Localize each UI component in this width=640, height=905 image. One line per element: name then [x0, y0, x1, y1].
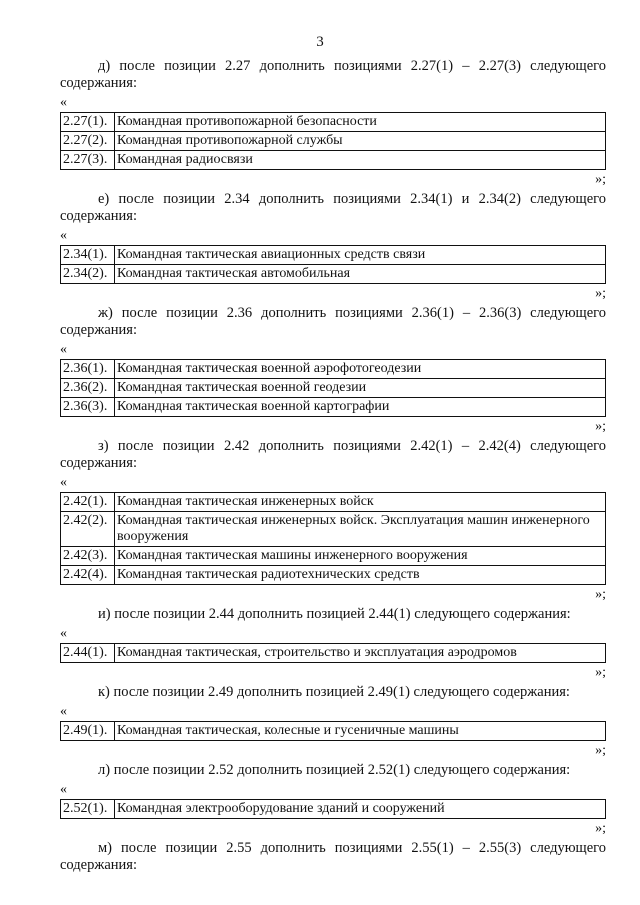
- closing-quote: »;: [595, 665, 606, 680]
- position-name: Командная тактическая машины инженерного вооружения: [115, 547, 606, 566]
- closing-quote: »;: [595, 172, 606, 187]
- opening-quote: «: [60, 95, 67, 110]
- table-row: [61, 265, 606, 284]
- instruction-paragraph: з) после позиции 2.42 дополнить позициями 2.42(1) – 2.42(4) следующего содержания:: [60, 438, 606, 471]
- page-number: 3: [316, 34, 324, 50]
- closing-quote: »;: [595, 587, 606, 602]
- table-row: [61, 132, 606, 151]
- table-row: [61, 566, 606, 585]
- opening-quote: «: [60, 704, 67, 719]
- position-name: Командная противопожарной службы: [115, 132, 606, 151]
- positions-table: [60, 112, 606, 170]
- table-row: [61, 246, 606, 265]
- position-code: 2.36(2).: [61, 379, 115, 398]
- instruction-paragraph: м) после позиции 2.55 дополнить позициями 2.55(1) – 2.55(3) следующего содержания:: [60, 840, 606, 873]
- table-row: [61, 493, 606, 512]
- section-zh: [60, 305, 606, 435]
- section-z: [60, 438, 606, 603]
- position-code: 2.52(1).: [61, 800, 115, 819]
- position-name: Командная тактическая, колесные и гусеничные машины: [115, 722, 606, 741]
- position-name: Командная тактическая военной геодезии: [115, 379, 606, 398]
- closing-quote: »;: [595, 419, 606, 434]
- position-name: Командная тактическая радиотехнических средств: [115, 566, 606, 585]
- position-code: 2.42(3).: [61, 547, 115, 566]
- section-e: [60, 191, 606, 302]
- section-d: [60, 58, 606, 188]
- position-code: 2.27(3).: [61, 151, 115, 170]
- position-name: Командная тактическая военной аэрофотогеодезии: [115, 360, 606, 379]
- table-row: [61, 398, 606, 417]
- positions-table: [60, 643, 606, 663]
- position-code: 2.49(1).: [61, 722, 115, 741]
- table-row: [61, 547, 606, 566]
- position-code: 2.44(1).: [61, 644, 115, 663]
- opening-quote: «: [60, 626, 67, 641]
- position-code: 2.34(2).: [61, 265, 115, 284]
- instruction-paragraph: к) после позиции 2.49 дополнить позицией 2.49(1) следующего содержания:: [98, 684, 570, 700]
- instruction-paragraph: ж) после позиции 2.36 дополнить позициями 2.36(1) – 2.36(3) следующего содержания:: [60, 305, 606, 338]
- instruction-paragraph: д) после позиции 2.27 дополнить позициями 2.27(1) – 2.27(3) следующего содержания:: [60, 58, 606, 91]
- opening-quote: «: [60, 342, 67, 357]
- table-row: [61, 800, 606, 819]
- position-code: 2.27(1).: [61, 113, 115, 132]
- closing-quote: »;: [595, 743, 606, 758]
- position-code: 2.27(2).: [61, 132, 115, 151]
- table-row: [61, 644, 606, 663]
- position-name: Командная электрооборудование зданий и сооружений: [115, 800, 606, 819]
- position-code: 2.42(1).: [61, 493, 115, 512]
- instruction-paragraph: и) после позиции 2.44 дополнить позицией 2.44(1) следующего содержания:: [98, 606, 571, 622]
- position-name: Командная радиосвязи: [115, 151, 606, 170]
- position-name: Командная тактическая автомобильная: [115, 265, 606, 284]
- section-l: [60, 762, 606, 837]
- position-code: 2.36(1).: [61, 360, 115, 379]
- table-row: [61, 113, 606, 132]
- section-k: [60, 684, 606, 759]
- positions-table: [60, 245, 606, 284]
- position-name: Командная противопожарной безопасности: [115, 113, 606, 132]
- opening-quote: «: [60, 782, 67, 797]
- position-name: Командная тактическая инженерных войск: [115, 493, 606, 512]
- positions-table: [60, 492, 606, 585]
- section-i: [60, 606, 606, 681]
- closing-quote: »;: [595, 821, 606, 836]
- positions-table: [60, 359, 606, 417]
- opening-quote: «: [60, 475, 67, 490]
- positions-table: [60, 799, 606, 819]
- table-row: [61, 151, 606, 170]
- position-code: 2.42(4).: [61, 566, 115, 585]
- instruction-paragraph: л) после позиции 2.52 дополнить позицией 2.52(1) следующего содержания:: [98, 762, 571, 778]
- position-code: 2.34(1).: [61, 246, 115, 265]
- positions-table: [60, 721, 606, 741]
- position-code: 2.36(3).: [61, 398, 115, 417]
- position-name: Командная тактическая инженерных войск. Эксплуатация машин инженерного вооружения: [115, 512, 606, 547]
- position-name: Командная тактическая военной картографии: [115, 398, 606, 417]
- closing-quote: »;: [595, 286, 606, 301]
- position-name: Командная тактическая, строительство и эксплуатация аэродромов: [115, 644, 606, 663]
- instruction-paragraph: е) после позиции 2.34 дополнить позициями 2.34(1) и 2.34(2) следующего содержания:: [60, 191, 606, 224]
- table-row: [61, 379, 606, 398]
- position-name: Командная тактическая авиационных средств связи: [115, 246, 606, 265]
- table-row: [61, 512, 606, 547]
- position-code: 2.42(2).: [61, 512, 115, 547]
- table-row: [61, 722, 606, 741]
- document-body: [60, 58, 606, 876]
- table-row: [61, 360, 606, 379]
- opening-quote: «: [60, 228, 67, 243]
- section-m: [60, 840, 606, 874]
